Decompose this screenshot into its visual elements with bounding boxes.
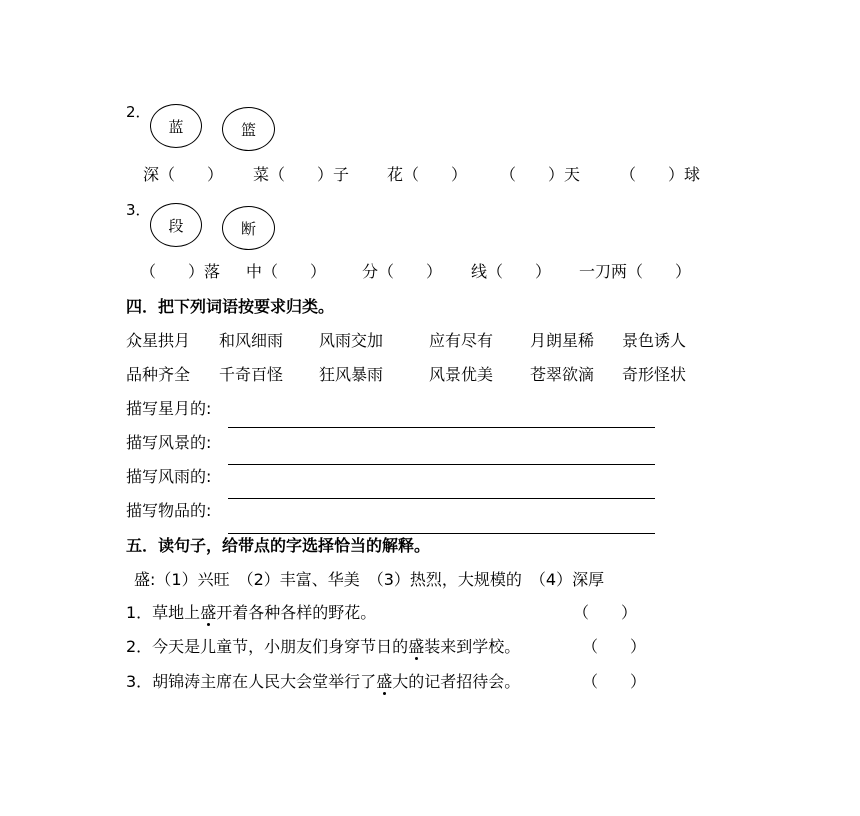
sentence-3 [126, 672, 520, 692]
word-row2-2: 千奇百怪 [219, 365, 284, 384]
word-row2-3: 狂风暴雨 [319, 365, 384, 384]
section5-title: 五．读句子，给带点的字选择恰当的解释。 [126, 536, 431, 555]
word-row2-1: 品种齐全 [126, 365, 191, 384]
word-row1-4: 应有尽有 [429, 331, 494, 350]
q2-blank-3: 花（ ） [387, 165, 468, 184]
answer-line-2 [228, 464, 655, 465]
answer-line-3 [228, 498, 655, 499]
answer-blank-1: （ ） [573, 603, 638, 622]
sentence-3-before: 3．胡锦涛主席在人民大会堂举行了 [126, 672, 377, 691]
word-row1-6: 景色诱人 [622, 331, 687, 350]
q3-blank-1: （ ）落 [140, 262, 221, 281]
category-label-scenery: 描写风景的: [126, 433, 212, 452]
q3-blank-3: 分（ ） [362, 262, 443, 281]
word-row1-3: 风雨交加 [319, 331, 384, 350]
q3-number: 3． [126, 201, 151, 219]
category-label-objects: 描写物品的: [126, 501, 212, 520]
q3-char-circle-1: 段 [150, 203, 202, 247]
category-label-wind-rain: 描写风雨的: [126, 467, 212, 486]
answer-blank-3: （ ） [582, 672, 647, 691]
dotted-char: 盛 [408, 637, 425, 656]
word-row2-6: 奇形怪状 [622, 365, 687, 384]
word-row1-1: 众星拱月 [126, 331, 191, 350]
sentence-2 [126, 637, 520, 657]
q2-char-circle-1: 蓝 [150, 104, 202, 148]
q3-char-circle-2: 断 [222, 206, 275, 250]
category-label-stars-moon: 描写星月的: [126, 399, 212, 418]
word-row1-5: 月朗星稀 [530, 331, 595, 350]
q2-blank-1: 深（ ） [143, 165, 224, 184]
sentence-1 [126, 603, 376, 623]
word-row2-4: 风景优美 [429, 365, 494, 384]
q2-blank-2: 菜（ ）子 [253, 165, 350, 184]
sentence-1-before: 1．草地上 [126, 603, 201, 622]
sentence-2-before: 2．今天是儿童节，小朋友们身穿节日的 [126, 637, 409, 656]
q3-blank-4: 线（ ） [471, 262, 552, 281]
q2-number: 2． [126, 103, 151, 121]
word-row1-2: 和风细雨 [219, 331, 284, 350]
sentence-2-after: 装来到学校。 [424, 637, 521, 656]
q3-blank-5: 一刀两（ ） [579, 262, 692, 281]
q2-blank-4: （ ）天 [500, 165, 581, 184]
answer-blank-2: （ ） [582, 637, 647, 656]
dotted-char: 盛 [376, 672, 393, 691]
word-row2-5: 苍翠欲滴 [530, 365, 595, 384]
section4-title: 四．把下列词语按要求归类。 [126, 297, 335, 316]
sentence-3-after: 大的记者招待会。 [392, 672, 521, 691]
answer-line-4 [228, 533, 655, 534]
q2-blank-5: （ ）球 [620, 165, 701, 184]
sentence-1-after: 开着各种各样的野花。 [216, 603, 377, 622]
q3-blank-2: 中（ ） [246, 262, 327, 281]
answer-line-1 [228, 427, 655, 428]
q2-char-circle-2: 篮 [222, 107, 275, 151]
dotted-char: 盛 [200, 603, 217, 622]
definition-line: 盛:（1）兴旺 （2）丰富、华美 （3）热烈，大规模的 （4）深厚 [134, 570, 605, 589]
